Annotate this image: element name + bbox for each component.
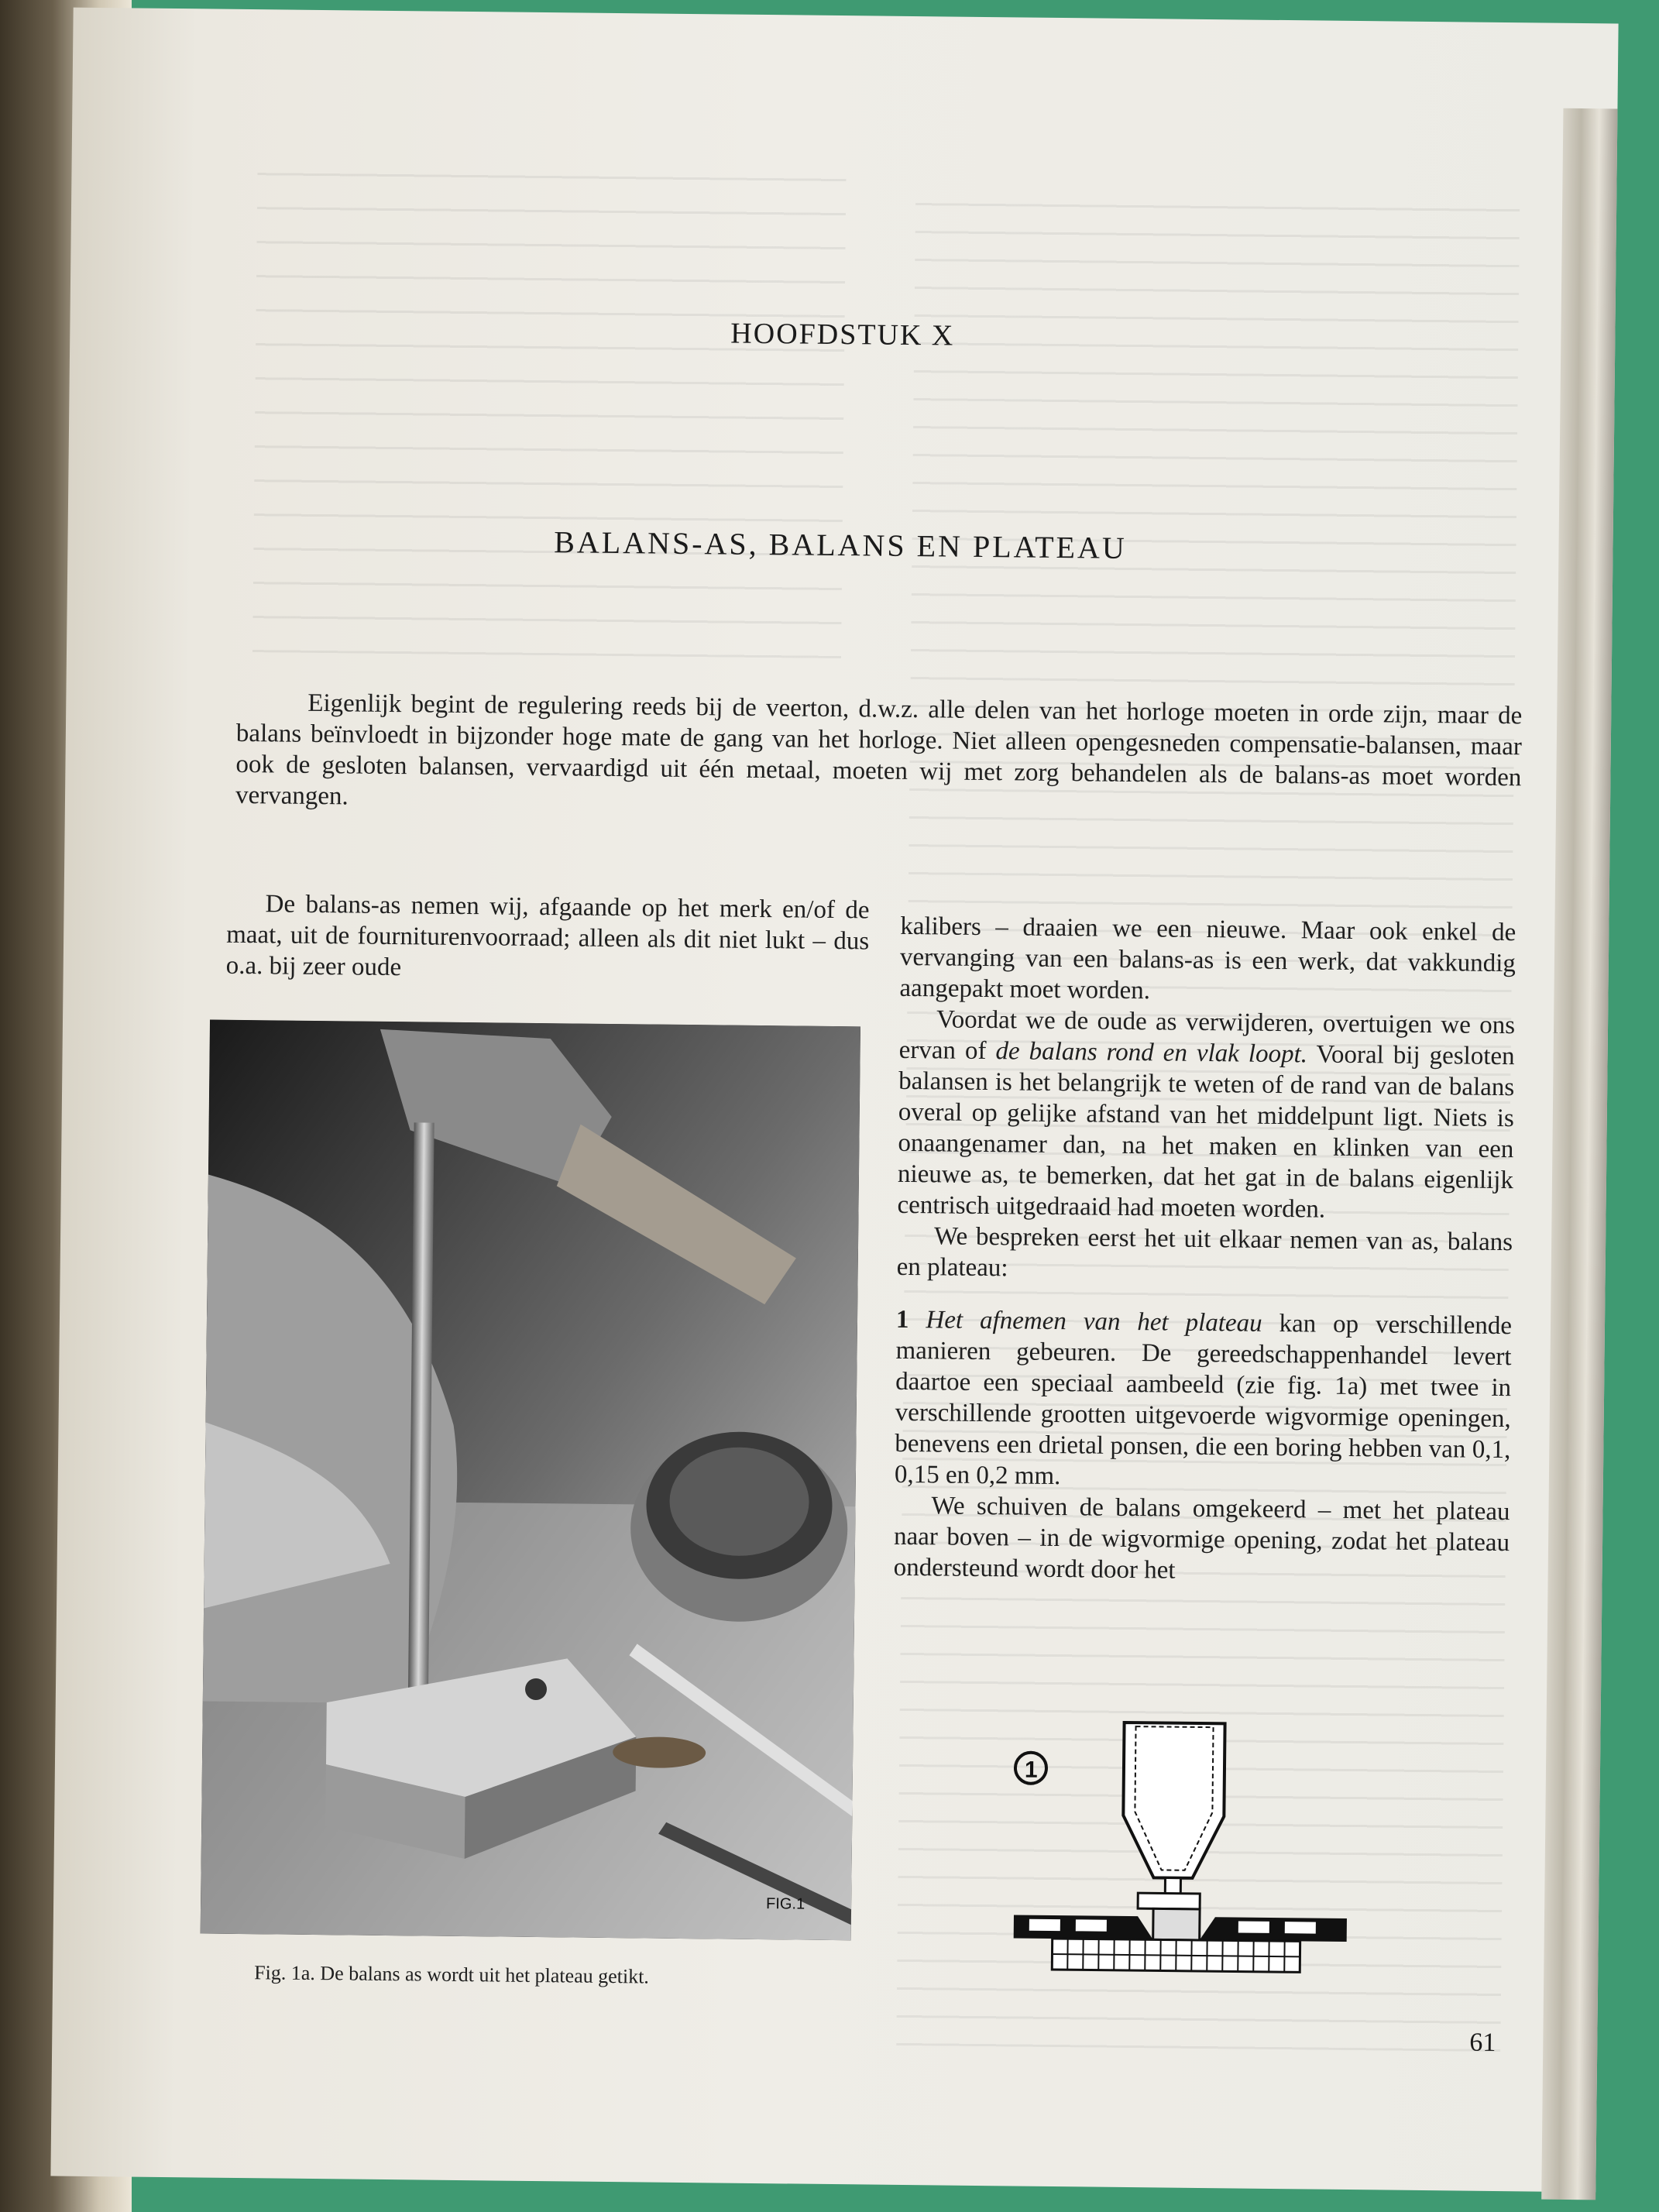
figure-1a-photo xyxy=(201,1020,860,1941)
right-paragraph-4 xyxy=(895,1304,1512,1496)
chapter-heading: HOOFDSTUK X xyxy=(730,317,955,352)
right-paragraph-3: We bespreken eerst het uit elkaar nemen van as, balans en plateau: xyxy=(896,1222,1513,1283)
book-page xyxy=(50,8,1618,2193)
right-paragraph-5: We schuiven de balans omgekeerd – met het plateau naar boven – in de wigvormige opening, zodat het plateau ondersteund wordt door het xyxy=(893,1492,1510,1585)
intro-text: Eigenlijk begint de regulering reeds bij de veerton, d.w.z. alle delen van het horloge moeten in orde zijn, maar de balans beïnvloedt in bijzonder hoge mate de gang van het horloge. Niet alleen opengesneden compensatie-balansen, maar ook de gesloten balansen, vervaardigd uit één metaal, moeten wij met zorg behandelen als de balans-as moet worden vervangen. xyxy=(235,689,1523,811)
photo-label: FIG.1 xyxy=(766,1895,805,1913)
section-number: 1 xyxy=(895,1305,909,1334)
section-heading-italic: Het afnemen van het plateau xyxy=(926,1306,1262,1338)
page-edges xyxy=(1541,108,1617,2200)
p4-rest: kan op verschillende manieren gebeuren. De gereedschappenhandel levert daartoe een speciaal aambeeld (zie fig. 1a) met twee in verschillende grootten uitgevoerde wigvormige openingen, benevens een drietal ponsen, die een boring hebben van 0,1, 0,15 en 0,2 mm. xyxy=(894,1309,1513,1491)
intro-paragraph xyxy=(235,687,1523,824)
right-paragraph-2 xyxy=(897,1004,1515,1227)
p2-end: Vooral bij gesloten balansen is het belangrijk te weten of de rand van de balans overal op gelijke afstand van het middelpunt ligt. Niets is onaangenamer dan, na het maken en klinken van een nieuwe as, te bemerken, dat het gat in de balans eigenlijk centrisch uitgedraaid had moeten worden. xyxy=(897,1040,1515,1224)
page-number: 61 xyxy=(1469,2028,1496,2058)
right-column xyxy=(893,911,1516,1589)
figure-1-diagram xyxy=(1005,1705,1551,1990)
figure-caption: Fig. 1a. De balans as wordt uit het plateau getikt. xyxy=(254,1961,650,1988)
left-column-text: De balans-as nemen wij, afgaande op het merk en/of de maat, uit de fourniturenvoorraad; alleen als dit niet lukt – dus o.a. bij zeer oude xyxy=(225,890,870,982)
left-column xyxy=(226,888,870,988)
p2-start: Voordat we de oude as verwijderen, overtuigen we ons ervan of xyxy=(898,1005,1516,1066)
chapter-title: BALANS-AS, BALANS EN PLATEAU xyxy=(553,524,1128,565)
diagram-number: 1 xyxy=(1024,1757,1038,1783)
show-through-left xyxy=(252,156,847,658)
right-paragraph-1: kalibers – draaien we een nieuwe. Maar ook enkel de vervanging van een balans-as is een werk, dat vakkundig aangepakt moet worden. xyxy=(899,912,1516,1005)
p2-italic: de balans rond en vlak loopt. xyxy=(995,1037,1308,1069)
